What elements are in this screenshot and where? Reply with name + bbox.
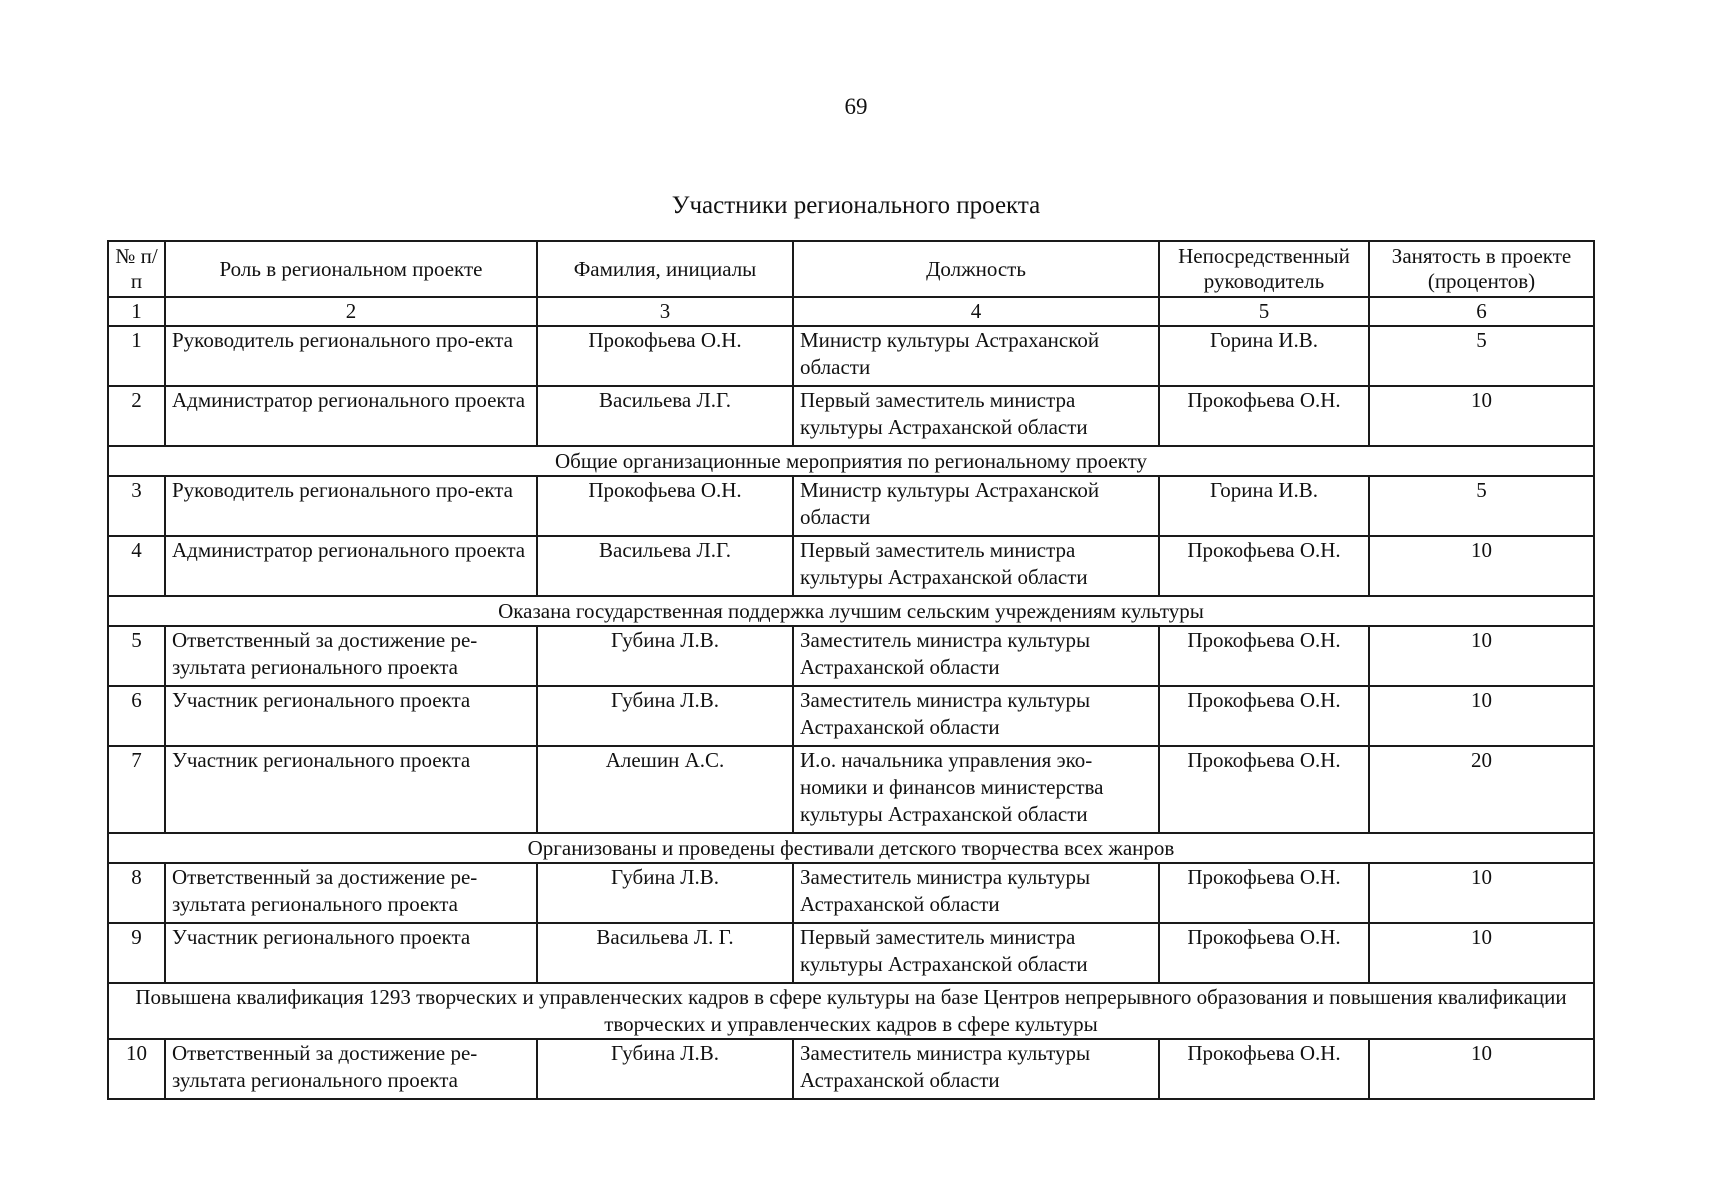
header-role: Роль в региональном проекте (165, 241, 537, 297)
header-load: Занятость в проекте (процентов) (1369, 241, 1594, 297)
header-number: № п/п (108, 241, 165, 297)
row-number: 2 (108, 386, 165, 446)
table-header-row (108, 241, 1594, 297)
row-role: Участник регионального проекта (165, 746, 537, 833)
section-row (108, 596, 1594, 626)
header-position: Должность (793, 241, 1159, 297)
row-load: 5 (1369, 326, 1594, 386)
row-name: Васильева Л.Г. (537, 386, 793, 446)
row-manager: Прокофьева О.Н. (1159, 536, 1369, 596)
section-title: Повышена квалификация 1293 творческих и управленческих кадров в сфере культуры на базе Центров непрерывного образования и повышения квалификации творческих и управленческих кадров в сфере культуры (108, 983, 1594, 1039)
row-load: 10 (1369, 863, 1594, 923)
row-position: Заместитель министра культуры Астраханской области (793, 1039, 1159, 1099)
column-number: 2 (165, 297, 537, 326)
table-row (108, 863, 1594, 923)
row-role: Ответственный за достижение ре-зультата регионального проекта (165, 863, 537, 923)
row-position: Министр культуры Астраханской области (793, 476, 1159, 536)
row-position: Министр культуры Астраханской области (793, 326, 1159, 386)
section-title: Организованы и проведены фестивали детского творчества всех жанров (108, 833, 1594, 863)
row-load: 10 (1369, 536, 1594, 596)
row-manager: Прокофьева О.Н. (1159, 863, 1369, 923)
row-name: Губина Л.В. (537, 626, 793, 686)
header-name: Фамилия, инициалы (537, 241, 793, 297)
row-load: 10 (1369, 1039, 1594, 1099)
header-manager: Непосредственный руководитель (1159, 241, 1369, 297)
section-title: Оказана государственная поддержка лучшим сельским учреждениям культуры (108, 596, 1594, 626)
row-role: Участник регионального проекта (165, 686, 537, 746)
page-number: 69 (844, 94, 868, 119)
row-role: Ответственный за достижение ре-зультата регионального проекта (165, 1039, 537, 1099)
section-row (108, 833, 1594, 863)
row-manager: Прокофьева О.Н. (1159, 386, 1369, 446)
row-name: Прокофьева О.Н. (537, 326, 793, 386)
row-name: Губина Л.В. (537, 686, 793, 746)
section-title: Общие организационные мероприятия по региональному проекту (108, 446, 1594, 476)
row-number: 7 (108, 746, 165, 833)
row-load: 5 (1369, 476, 1594, 536)
row-load: 20 (1369, 746, 1594, 833)
row-number: 5 (108, 626, 165, 686)
row-load: 10 (1369, 686, 1594, 746)
row-load: 10 (1369, 923, 1594, 983)
column-numbers-row (108, 297, 1594, 326)
row-role: Администратор регионального проекта (165, 386, 537, 446)
row-role: Руководитель регионального про-екта (165, 326, 537, 386)
row-position: Первый заместитель министра культуры Астраханской области (793, 923, 1159, 983)
row-role: Руководитель регионального про-екта (165, 476, 537, 536)
row-name: Васильева Л. Г. (537, 923, 793, 983)
row-number: 8 (108, 863, 165, 923)
table-row (108, 686, 1594, 746)
row-load: 10 (1369, 626, 1594, 686)
row-role: Участник регионального проекта (165, 923, 537, 983)
table-row (108, 1039, 1594, 1099)
row-position: Заместитель министра культуры Астраханской области (793, 686, 1159, 746)
row-manager: Горина И.В. (1159, 326, 1369, 386)
row-position: Заместитель министра культуры Астраханской области (793, 863, 1159, 923)
table-row (108, 476, 1594, 536)
column-number: 4 (793, 297, 1159, 326)
page-title: Участники регионального проекта (671, 192, 1041, 219)
row-name: Алешин А.С. (537, 746, 793, 833)
table-row (108, 626, 1594, 686)
column-number: 6 (1369, 297, 1594, 326)
row-position: Первый заместитель министра культуры Астраханской области (793, 386, 1159, 446)
row-name: Прокофьева О.Н. (537, 476, 793, 536)
column-number: 3 (537, 297, 793, 326)
participants-table (107, 240, 1595, 1100)
row-number: 9 (108, 923, 165, 983)
row-role: Администратор регионального проекта (165, 536, 537, 596)
row-number: 3 (108, 476, 165, 536)
table-row (108, 746, 1594, 833)
row-name: Губина Л.В. (537, 1039, 793, 1099)
section-row (108, 446, 1594, 476)
row-number: 4 (108, 536, 165, 596)
row-role: Ответственный за достижение ре-зультата регионального проекта (165, 626, 537, 686)
row-name: Губина Л.В. (537, 863, 793, 923)
table-row (108, 923, 1594, 983)
column-number: 5 (1159, 297, 1369, 326)
row-manager: Прокофьева О.Н. (1159, 746, 1369, 833)
row-manager: Прокофьева О.Н. (1159, 686, 1369, 746)
column-number: 1 (108, 297, 165, 326)
row-number: 1 (108, 326, 165, 386)
row-position: Заместитель министра культуры Астраханской области (793, 626, 1159, 686)
table-row (108, 386, 1594, 446)
row-manager: Горина И.В. (1159, 476, 1369, 536)
table-row (108, 326, 1594, 386)
table-row (108, 536, 1594, 596)
row-manager: Прокофьева О.Н. (1159, 1039, 1369, 1099)
row-number: 10 (108, 1039, 165, 1099)
row-position: И.о. начальника управления эко-номики и финансов министерства культуры Астраханской области (793, 746, 1159, 833)
row-manager: Прокофьева О.Н. (1159, 923, 1369, 983)
row-name: Васильева Л.Г. (537, 536, 793, 596)
row-load: 10 (1369, 386, 1594, 446)
section-row (108, 983, 1594, 1039)
row-number: 6 (108, 686, 165, 746)
row-position: Первый заместитель министра культуры Астраханской области (793, 536, 1159, 596)
row-manager: Прокофьева О.Н. (1159, 626, 1369, 686)
